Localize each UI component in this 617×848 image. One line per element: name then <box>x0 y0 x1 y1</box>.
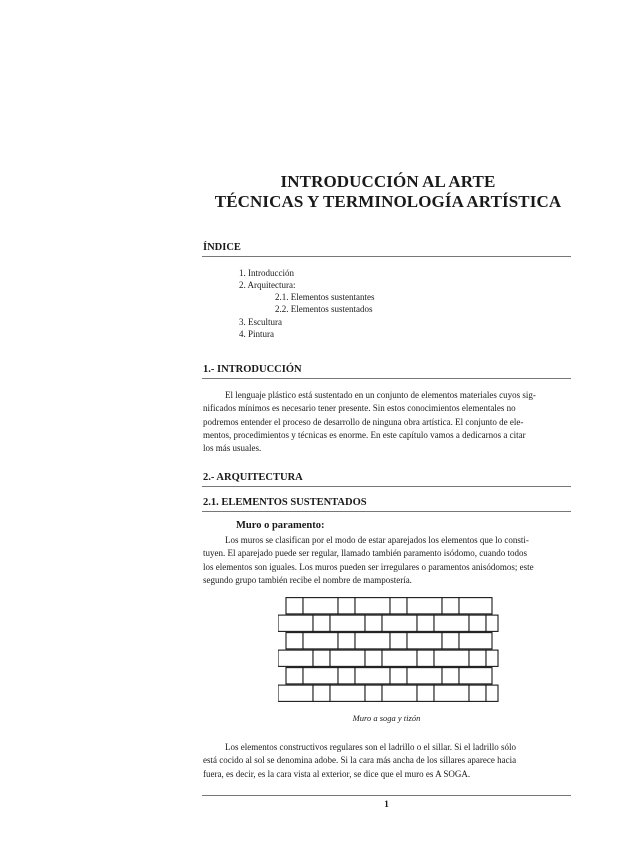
index-item: 4. Pintura <box>239 329 274 339</box>
paragraph-line: segundo grupo también recibe el nombre de mampostería. <box>203 574 412 585</box>
section-2-heading: 2.- ARQUITECTURA <box>203 472 303 483</box>
brick <box>355 633 390 649</box>
section-1-rule <box>202 378 571 379</box>
brick <box>486 615 498 631</box>
closing-paragraph <box>203 741 571 781</box>
brick <box>330 615 365 631</box>
index-subitem: 2.1. Elementos sustentantes <box>275 292 375 302</box>
brick <box>355 598 390 614</box>
brick <box>407 598 442 614</box>
brick <box>442 633 459 649</box>
brick <box>313 650 330 666</box>
brick <box>286 598 303 614</box>
paragraph-line: nificados mínimos es necesario tener presente. Sin estos conocimientos elementales no <box>203 403 516 414</box>
brick <box>365 650 382 666</box>
index-subitem: 2.2. Elementos sustentados <box>275 304 373 314</box>
brick <box>442 668 459 684</box>
paragraph-line: está cocido al sol se denomina adobe. Si la cara más ancha de los sillares aparece hacia <box>203 755 517 766</box>
section-2-paragraph <box>203 534 571 587</box>
brick <box>390 668 407 684</box>
brick <box>390 598 407 614</box>
brick <box>303 668 338 684</box>
brick <box>355 668 390 684</box>
section-1-paragraph <box>203 389 571 455</box>
paragraph-line: los elementos son iguales. Los muros pueden ser irregulares o paramentos anisódomos; este <box>203 561 534 572</box>
section-2-1-rule <box>202 511 571 512</box>
document-title-line-2: TÉCNICAS Y TERMINOLOGÍA ARTÍSTICA <box>214 192 562 211</box>
brick <box>303 633 338 649</box>
brick <box>417 685 434 701</box>
brick <box>278 615 313 631</box>
paragraph-line: Los muros se clasifican por el modo de estar aparejados los elementos que lo consti- <box>225 535 529 545</box>
brick <box>459 668 492 684</box>
paragraph-line: fuera, es decir, es la cara vista al exterior, se dice que el muro es A SOGA. <box>203 768 471 779</box>
brick <box>382 650 417 666</box>
brick <box>417 615 434 631</box>
brick <box>365 685 382 701</box>
brick <box>313 615 330 631</box>
brick <box>434 615 469 631</box>
brick <box>469 650 486 666</box>
brick <box>407 633 442 649</box>
brick <box>486 685 498 701</box>
brick <box>459 598 492 614</box>
section-2-1-heading: 2.1. ELEMENTOS SUSTENTADOS <box>203 497 367 508</box>
brick <box>330 650 365 666</box>
brick <box>459 633 492 649</box>
brick <box>338 598 355 614</box>
brick <box>407 668 442 684</box>
index-item: 3. Escultura <box>239 317 282 327</box>
page-number: 1 <box>384 800 389 810</box>
brick <box>390 633 407 649</box>
brick <box>286 668 303 684</box>
document-title-line-1: INTRODUCCIÓN AL ARTE <box>280 172 496 191</box>
brick <box>469 685 486 701</box>
section-1-heading: 1.- INTRODUCCIÓN <box>203 364 302 375</box>
brick <box>303 598 338 614</box>
index-rule <box>202 256 571 257</box>
paragraph-line: podremos entender el proceso de desarrollo de ninguna obra artística. El conjunto de ele- <box>203 416 524 427</box>
index-heading: ÍNDICE <box>203 242 241 253</box>
brick <box>434 685 469 701</box>
brick <box>338 668 355 684</box>
index-item: 1. Introducción <box>239 268 294 278</box>
brick-wall-illustration <box>278 597 500 702</box>
topic-heading: Muro o paramento: <box>236 520 325 531</box>
brick <box>469 615 486 631</box>
footer-rule <box>202 795 571 796</box>
brick <box>313 685 330 701</box>
brick <box>382 685 417 701</box>
brick <box>434 650 469 666</box>
brick <box>382 615 417 631</box>
paragraph-line: los más usuales. <box>203 443 262 454</box>
brick <box>278 685 313 701</box>
paragraph-line: El lenguaje plástico está sustentado en un conjunto de elementos materiales cuyos sig- <box>225 390 536 400</box>
index-item: 2. Arquitectura: <box>239 280 296 290</box>
paragraph-line: tuyen. El aparejado puede ser regular, llamado también paramento isódomo, cuando todos <box>203 548 528 559</box>
section-2-rule <box>202 486 571 487</box>
brick <box>442 598 459 614</box>
figure-caption: Muro a soga y tizón <box>352 713 421 723</box>
brick <box>486 650 498 666</box>
paragraph-line: Los elementos constructivos regulares son el ladrillo o el sillar. Si el ladrillo sólo <box>225 742 516 752</box>
paragraph-line: mentos, procedimientos y técnicas es enorme. En este capítulo vamos a dedicarnos a citar <box>203 429 526 440</box>
brick <box>338 633 355 649</box>
brick <box>365 615 382 631</box>
brick <box>417 650 434 666</box>
brick <box>330 685 365 701</box>
brick <box>286 633 303 649</box>
brick <box>278 650 313 666</box>
